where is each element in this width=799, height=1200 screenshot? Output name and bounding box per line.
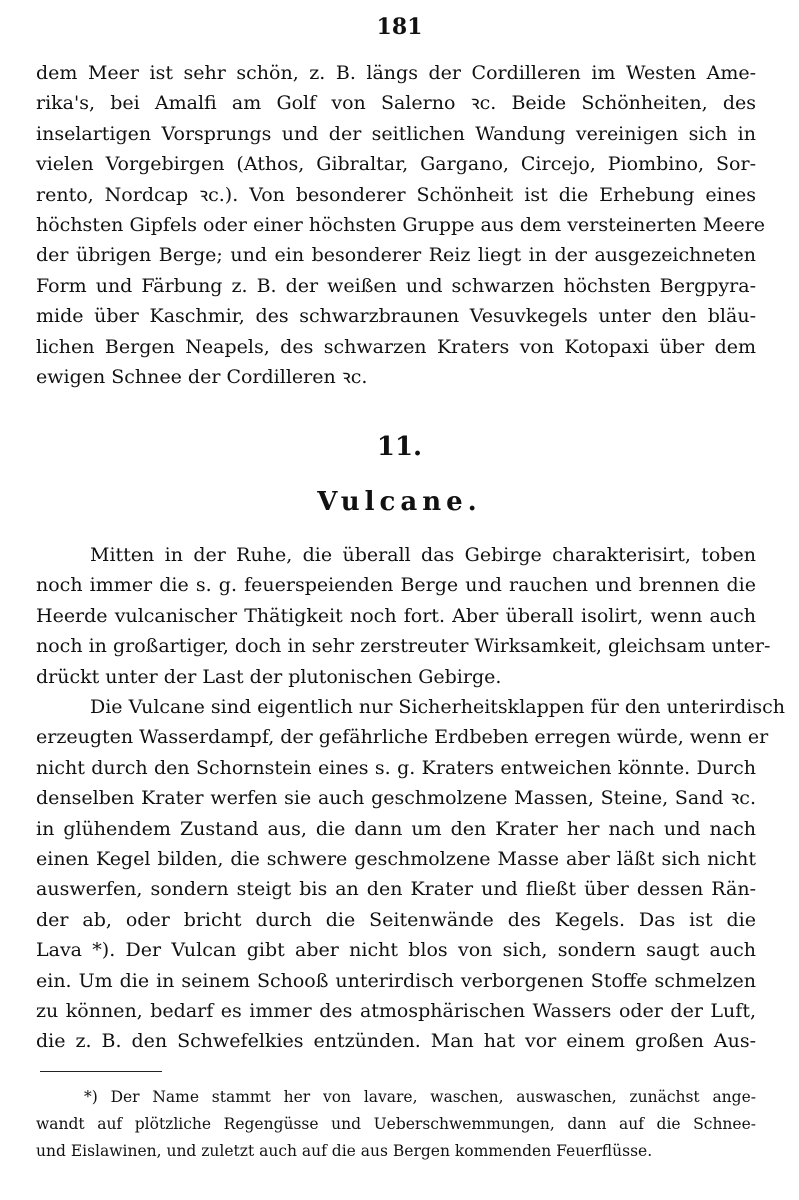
text-line: zu können, bedarf es immer des atmosphärischen Wassers oder der Luft, <box>36 999 756 1022</box>
text-line: mide über Kaschmir, des schwarzbraunen Vesuvkegels unter den bläu- <box>36 305 756 328</box>
text-line: Heerde vulcanischer Thätigkeit noch fort. Aber überall isolirt, wenn auch <box>36 604 756 627</box>
footnote-divider <box>40 1071 162 1072</box>
text-line: Mitten in der Ruhe, die überall das Gebirge charakterisirt, toben <box>90 544 756 566</box>
text-line: rika's, bei Amalfi am Golf von Salerno ꝛc. Beide Schönheiten, des <box>36 92 756 115</box>
text-line: denselben Krater werfen sie auch geschmolzene Massen, Steine, Sand ꝛc. <box>36 787 756 810</box>
paragraph-1 <box>36 540 771 692</box>
text-line: der übrigen Berge; und ein besonderer Reiz liegt in der ausgezeichneten <box>36 244 756 267</box>
text-line: Form und Färbung z. B. der weißen und schwarzen höchsten Bergpyra- <box>36 274 756 297</box>
footnote-line: und Eislawinen, und zuletzt auch auf die aus Bergen kommenden Feuerflüsse. <box>36 1142 653 1160</box>
footnote-line: wandt auf plötzliche Regengüsse und Ueberschwemmungen, dann auf die Schnee- <box>36 1115 756 1133</box>
footnote <box>36 1084 756 1165</box>
footnote-line: *) Der Name stammt her von lavare, waschen, auswaschen, zunächst ange- <box>84 1088 756 1106</box>
section-title: Vulcane. <box>317 487 482 517</box>
text-line: höchsten Gipfels oder einer höchsten Gruppe aus dem versteinerten Meere <box>36 213 766 236</box>
text-line: drückt unter der Last der plutonischen Gebirge. <box>36 665 502 688</box>
text-line: vielen Vorgebirgen (Athos, Gibraltar, Gargano, Circejo, Piombino, Sor- <box>36 153 756 176</box>
text-line: der ab, oder bricht durch die Seitenwände des Kegels. Das ist die <box>36 908 756 931</box>
page-number: 181 <box>376 14 423 40</box>
text-line: inselartigen Vorsprungs und der seitlichen Wandung vereinigen sich in <box>36 122 756 145</box>
paragraph-2 <box>36 692 785 1057</box>
top-paragraph <box>36 58 766 392</box>
text-line: die z. B. den Schwefelkies entzünden. Man hat vor einem großen Aus- <box>36 1030 756 1053</box>
text-line: in glühendem Zustand aus, die dann um den Krater her nach und nach <box>36 817 756 840</box>
text-line: Die Vulcane sind eigentlich nur Sicherheitsklappen für den unterirdisch <box>90 696 785 718</box>
text-line: noch immer die s. g. feuerspeienden Berge und rauchen und brennen die <box>36 574 756 597</box>
text-line: erzeugten Wasserdampf, der gefährliche Erdbeben erregen würde, wenn er <box>36 726 769 749</box>
text-line: lichen Bergen Neapels, des schwarzen Kraters von Kotopaxi über dem <box>36 335 756 358</box>
text-line: auswerfen, sondern steigt bis an den Krater und fließt über dessen Rän- <box>36 878 756 901</box>
text-line: Lava *). Der Vulcan gibt aber nicht blos von sich, sondern saugt auch <box>36 939 756 962</box>
text-line: dem Meer ist sehr schön, z. B. längs der Cordilleren im Westen Ame- <box>36 62 756 84</box>
section-number: 11. <box>376 432 423 462</box>
text-line: nicht durch den Schornstein eines s. g. Kraters entweichen könnte. Durch <box>36 756 756 779</box>
text-line: noch in großartiger, doch in sehr zerstreuter Wirksamkeit, gleichsam unter- <box>36 635 771 658</box>
text-line: ewigen Schnee der Cordilleren ꝛc. <box>36 365 368 388</box>
text-line: ein. Um die in seinem Schooß unterirdisch verborgenen Stoffe schmelzen <box>36 969 756 992</box>
text-line: einen Kegel bilden, die schwere geschmolzene Masse aber läßt sich nicht <box>36 847 756 870</box>
text-line: rento, Nordcap ꝛc.). Von besonderer Schönheit ist die Erhebung eines <box>36 183 756 206</box>
